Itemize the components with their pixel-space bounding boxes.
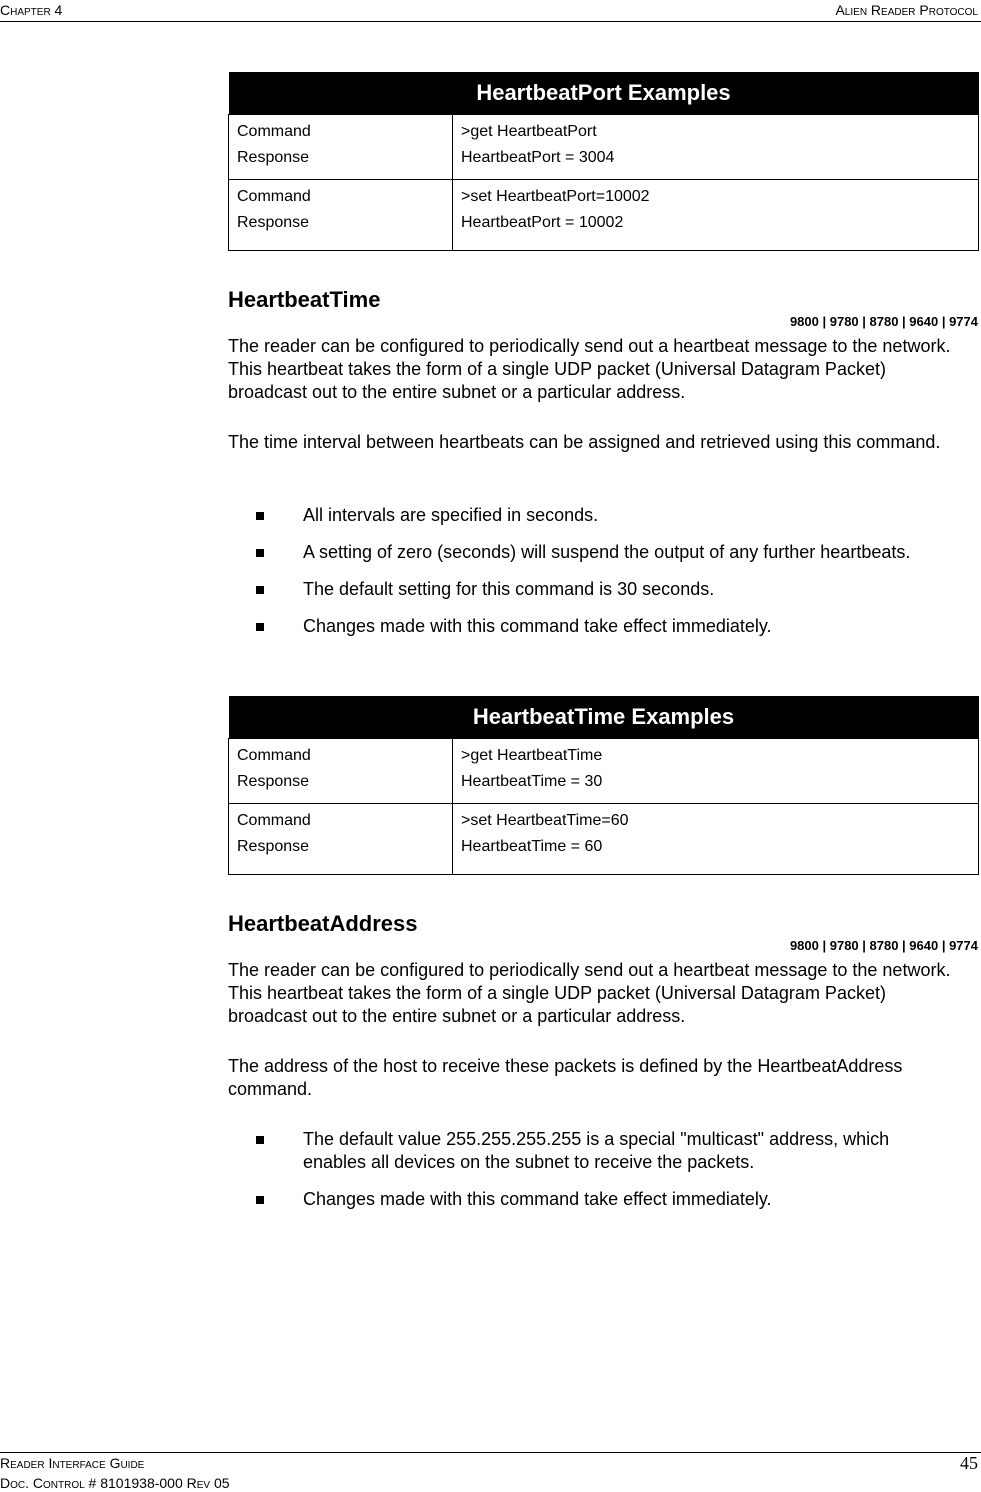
bullet-icon [256,1136,264,1144]
response: HeartbeatPort = 10002 [461,214,624,231]
table-row [229,115,979,180]
section-heading: HeartbeatTime [228,287,381,312]
command: >set HeartbeatPort=10002 [461,188,650,205]
table-title: HeartbeatPort Examples [229,72,979,115]
list-item [228,578,948,601]
supported-models: 9800 | 9780 | 8780 | 9640 | 9774 [789,938,978,953]
label: Command [237,188,311,205]
heartbeatport-examples-table [228,72,979,251]
command: >get HeartbeatPort [461,123,597,140]
page-number: 45 [960,1453,978,1473]
response: HeartbeatPort = 3004 [461,149,615,166]
table-row [229,739,979,804]
paragraph: The time interval between heartbeats can be assigned and retrieved using this command. [228,432,941,452]
bullet-list [228,1128,948,1225]
bullet-text: Changes made with this command take effect immediately. [303,616,772,636]
guide-name: Reader Interface Guide [0,1455,145,1471]
label: Command [237,812,311,829]
list-item [228,1128,948,1174]
bullet-text: Changes made with this command take effect immediately. [303,1189,772,1209]
bullet-text: The default setting for this command is 30 seconds. [303,579,715,599]
table-row [229,180,979,251]
header-rule [0,21,981,22]
chapter-label: Chapter 4 [0,2,63,18]
bullet-list [228,504,948,652]
footer-rule [0,1452,981,1453]
paragraph: The reader can be configured to periodically send out a heartbeat message to the network. This heartbeat takes the form of a single UDP packet (Universal Datagram Packet) broadcast out to the entire subnet or a particular address. [228,960,951,1026]
bullet-icon [256,549,264,557]
document-title: Alien Reader Protocol [835,2,978,18]
command: >set HeartbeatTime=60 [461,812,629,829]
response: HeartbeatTime = 30 [461,773,603,790]
table-title: HeartbeatTime Examples [229,696,979,739]
bullet-text: A setting of zero (seconds) will suspend the output of any further heartbeats. [303,542,911,562]
bullet-icon [256,1196,264,1204]
bullet-icon [256,512,264,520]
paragraph: The reader can be configured to periodically send out a heartbeat message to the network. This heartbeat takes the form of a single UDP packet (Universal Datagram Packet) broadcast out to the entire subnet or a particular address. [228,336,951,402]
list-item [228,541,948,564]
bullet-icon [256,623,264,631]
heartbeattime-examples-table [228,696,979,875]
section-heading: HeartbeatAddress [228,911,418,936]
label: Command [237,123,311,140]
list-item [228,1188,948,1211]
list-item [228,615,948,638]
label: Response [237,838,310,855]
command: >get HeartbeatTime [461,747,603,764]
supported-models: 9800 | 9780 | 8780 | 9640 | 9774 [789,314,978,329]
list-item [228,504,948,527]
table-row [229,804,979,875]
doc-control: Doc. Control # 8101938-000 Rev 05 [0,1475,230,1491]
bullet-icon [256,586,264,594]
response: HeartbeatTime = 60 [461,838,603,855]
bullet-text: All intervals are specified in seconds. [303,505,599,525]
bullet-text: The default value 255.255.255.255 is a special "multicast" address, which enables all devices on the subnet to receive the packets. [303,1129,890,1172]
label: Command [237,747,311,764]
label: Response [237,149,310,166]
paragraph: The address of the host to receive these packets is defined by the HeartbeatAddress command. [228,1056,903,1099]
label: Response [237,773,310,790]
label: Response [237,214,310,231]
